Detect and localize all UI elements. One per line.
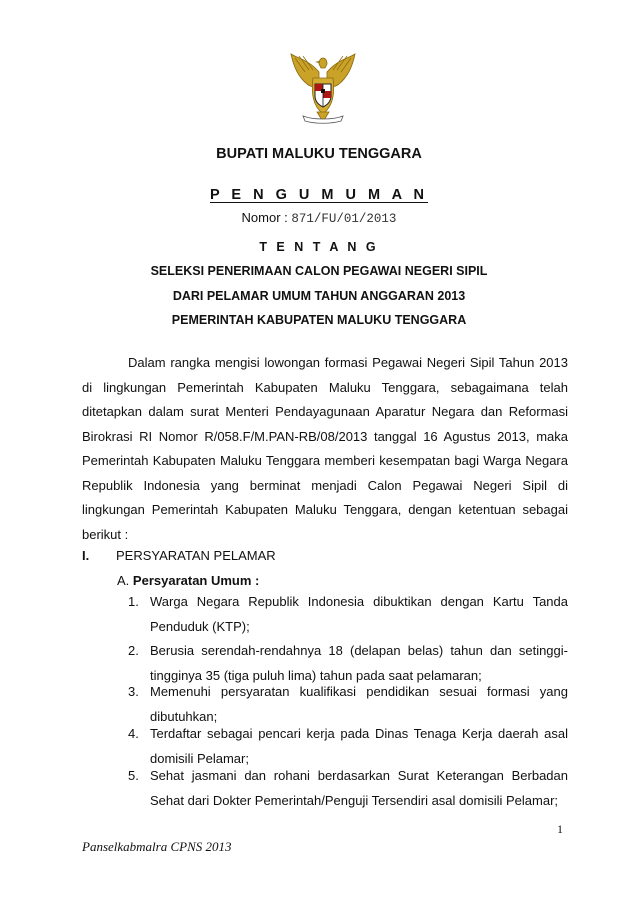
section-heading xyxy=(82,548,276,563)
page-number: 1 xyxy=(557,822,563,836)
list-item-text: Berusia serendah-rendahnya 18 (delapan belas) tahun dan setinggi-tingginya 35 (tiga puluh lima) tahun pada saat pelamaran; xyxy=(150,643,568,683)
intro-paragraph xyxy=(82,351,568,547)
issuer-title: BUPATI MALUKU TENGGARA xyxy=(216,146,422,162)
section-number: I. xyxy=(82,548,90,563)
list-item-number: 4. xyxy=(128,726,139,741)
announcement-heading: P E N G U M U M A N xyxy=(209,187,429,203)
subject-line-3: PEMERINTAH KABUPATEN MALUKU TENGGARA xyxy=(171,313,467,327)
document-number xyxy=(0,210,638,226)
document-number-label: Nomor : xyxy=(241,210,288,225)
document-number-value: 871/FU/01/2013 xyxy=(291,212,397,226)
subject-line-2: DARI PELAMAR UMUM TAHUN ANGGARAN 2013 xyxy=(172,289,466,303)
list-item xyxy=(128,590,568,639)
list-item-text: Warga Negara Republik Indonesia dibuktikan dengan Kartu Tanda Penduduk (KTP); xyxy=(150,594,568,634)
footer-text: Panselkabmalra CPNS 2013 xyxy=(82,839,232,854)
subject-line-1: SELEKSI PENERIMAAN CALON PEGAWAI NEGERI SIPIL xyxy=(150,264,488,278)
list-item-number: 3. xyxy=(128,684,139,699)
list-item-number: 1. xyxy=(128,594,139,609)
garuda-emblem-icon xyxy=(289,50,357,126)
subsection-heading xyxy=(117,573,259,588)
tentang-heading: T E N T A N G xyxy=(259,240,379,254)
list-item xyxy=(128,764,568,813)
subsection-title: Persyaratan Umum : xyxy=(132,573,260,588)
list-item-text: Terdaftar sebagai pencari kerja pada Dinas Tenaga Kerja daerah asal domisili Pelamar; xyxy=(150,726,568,766)
intro-text: Dalam rangka mengisi lowongan formasi Pegawai Negeri Sipil Tahun 2013 di lingkungan Pemerintah Kabupaten Maluku Tenggara, sebagaimana telah ditetapkan dalam surat Menteri Pendayagunaan Aparatur Negara dan Reformasi Birokrasi RI Nomor R/058.F/M.PAN-RB/08/2013 tanggal 16 Agustus 2013, maka Pemerintah Kabupaten Maluku Tenggara memberi kesempatan bagi Warga Negara Republik Indonesia yang berminat menjadi Calon Pegawai Negeri Sipil di lingkungan Pemerintah Kabupaten Maluku Tenggara, dengan ketentuan sebagai berikut : xyxy=(82,355,568,542)
list-item-text: Sehat jasmani dan rohani berdasarkan Surat Keterangan Berbadan Sehat dari Dokter Pemerintah/Penguji Tersendiri asal domisili Pelamar; xyxy=(150,768,568,808)
subsection-letter: A. xyxy=(117,573,130,588)
list-item-number: 5. xyxy=(128,768,139,783)
list-item-text: Memenuhi persyaratan kualifikasi pendidikan sesuai formasi yang dibutuhkan; xyxy=(150,684,568,724)
section-title: PERSYARATAN PELAMAR xyxy=(116,548,276,563)
list-item-number: 2. xyxy=(128,643,139,658)
